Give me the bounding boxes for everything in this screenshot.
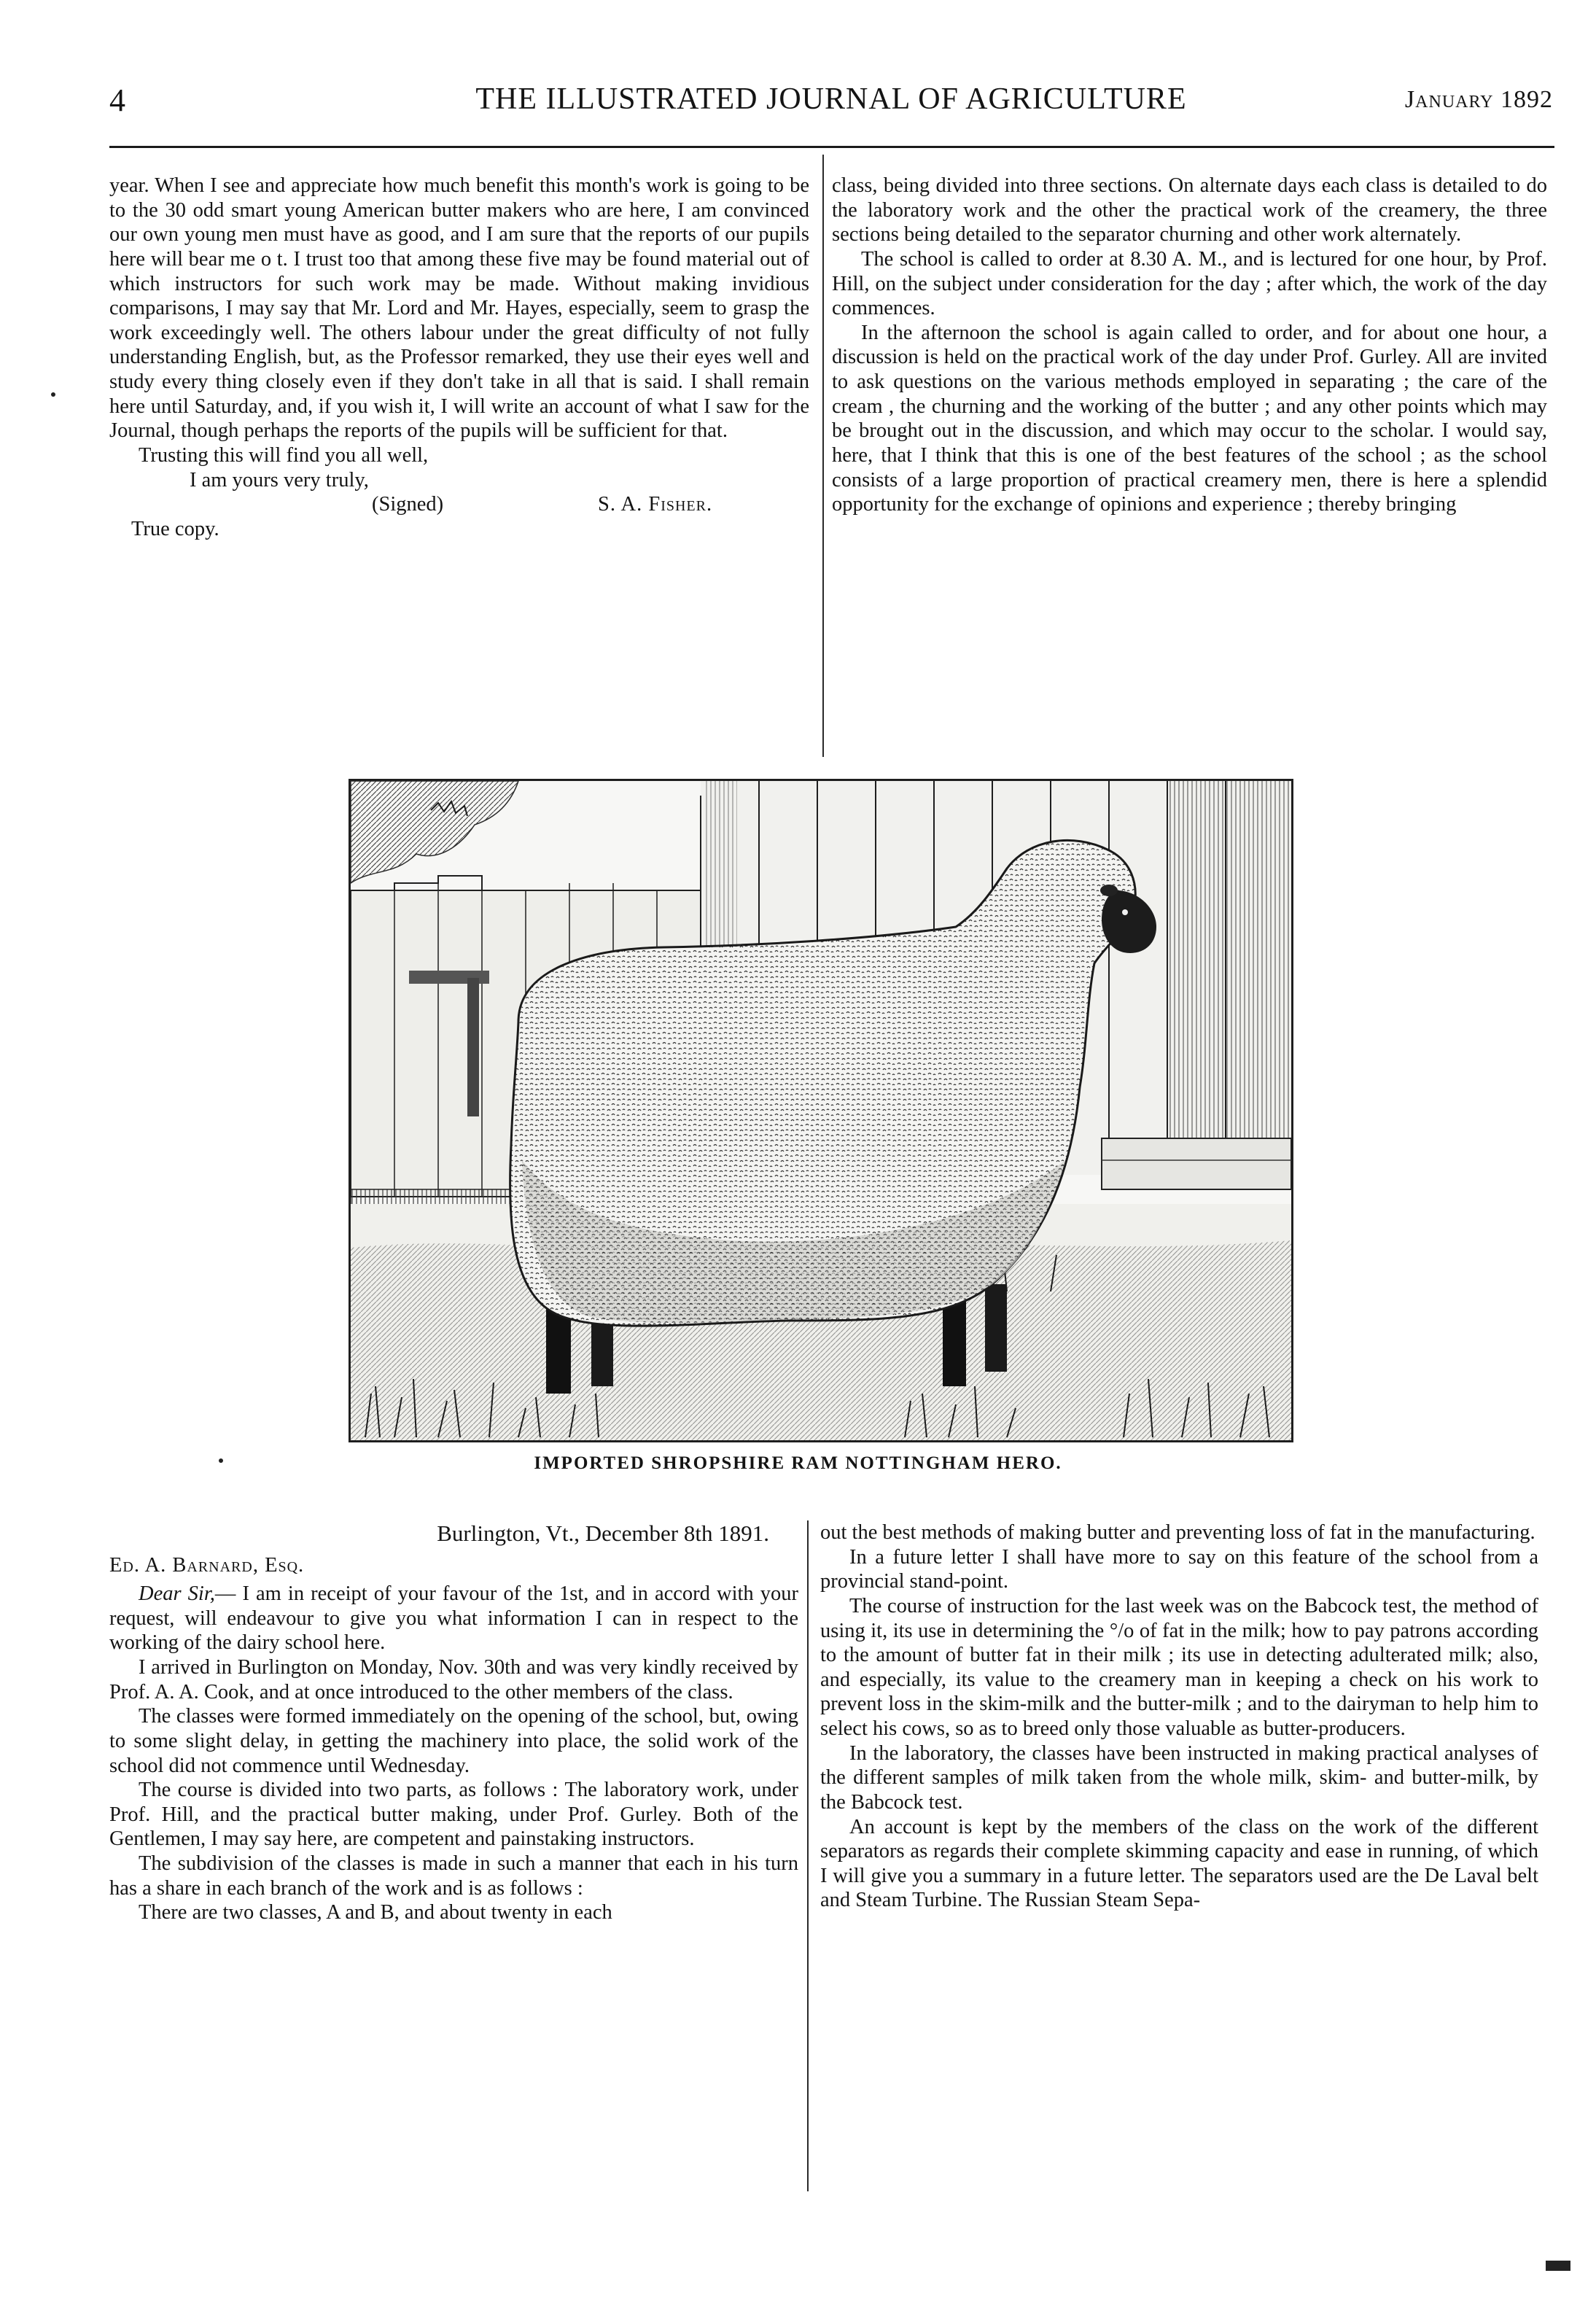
paragraph: The course of instruction for the last week was on the Babcock test, the method of using it, its use in determining the °/o of fat in the milk; how to pay patrons according to the amount of butter fat in their milk ; its use in detecting adulterated milk; also, and especially, its value to the creamery man in keeping a check on his work to prevent loss in the skim-milk and the butter-milk ; and to the dairyman to help him to select his cows, so as to breed only those valuable as butter-producers. [820,1594,1538,1740]
true-copy-note: True copy. [131,518,219,541]
issue-date: January 1892 [1404,86,1553,113]
top-left-column [109,174,809,543]
salutation: Dear Sir, [139,1582,215,1606]
paragraph: In the laboratory, the classes have been instructed in making practical analyses of the different samples of milk taken from the whole milk, skim- and butter-milk, by the Babcock test. [820,1741,1538,1814]
ram-illustration [349,779,1293,1442]
addressee: Ed. A. Barnard, Esq. [109,1553,305,1577]
header-rule [109,146,1554,148]
paragraph: I arrived in Burlington on Monday, Nov. 30th and was very kindly received by Prof. A. A. Cook, and at once introduced to the other members of the class. [109,1656,798,1703]
top-right-column [832,174,1547,517]
scan-speck [219,1458,223,1463]
paragraph: I am yours very truly, [190,468,369,492]
scan-speck [51,392,55,397]
page-number: 4 [109,82,125,118]
paragraph: The school is called to order at 8.30 A. M., and is lectured for one hour, by Prof. Hill, on the subject under consideration for the day ; after which, the work of the day commences. [832,247,1547,320]
paragraph: class, being divided into three sections. On alternate days each class is detailed to do the laboratory work and the other the practical work of the creamery, the three sections being detailed to the separator churning and other work alternately. [832,174,1547,246]
bottom-left-column [109,1520,798,1925]
ram-engraving [351,781,1291,1440]
page-header [109,82,1553,125]
paragraph: The subdivision of the classes is made in such a manner that each in his turn has a share in each branch of the work and is as follows : [109,1852,798,1900]
paragraph: year. When I see and appreciate how much benefit this month's work is going to be to the 30 odd smart young American butter makers who are here, I am convinced our own young men must have as good, and I am sure that the reports of our pupils here will bear me o t. I trust too that among these five may be found material out of which instructors for such work may be made. Without making invidious comparisons, I may say that Mr. Lord and Mr. Hayes, especially, seem to grasp the work exceedingly well. The others labour under the great difficulty of not fully understanding English, but, as the Professor remarked, they use their eyes well and study every thing closely even if they don't take in all that is said. I shall remain here until Saturday, and, if you wish it, I will write an account of what I saw for the Journal, though perhaps the reports of the pupils will be sufficient for that. [109,174,809,443]
paragraph: out the best methods of making butter and preventing loss of fat in the manufacturing. [820,1521,1535,1544]
dateline: Burlington, Vt., December 8th 1891. [437,1520,769,1546]
paragraph: Trusting this will find you all well, [139,443,429,467]
paragraph: There are two classes, A and B, and about twenty in each [139,1901,612,1924]
figure-caption: IMPORTED SHROPSHIRE RAM NOTTINGHAM HERO. [534,1453,1062,1473]
signed-label: (Signed) [372,493,444,516]
column-divider-top [822,155,824,757]
bottom-right-column [820,1520,1538,1913]
column-divider-bottom [807,1520,809,2191]
scan-speck [1546,2261,1570,2271]
signature-line [109,492,809,543]
paragraph: In the afternoon the school is again called to order, and for about one hour, a discussion is held on the practical work of the day under Prof. Gurley. All are invited to ask questions on the various methods employed in separating ; the care of the cream , the churning and the working of the butter ; and any other points which may be brought out in the discussion, and which may occur to the scholar. I would say, here, that I think that this is one of the best features of the school ; as the school consists of a large proportion of practical creamery men, there is here a splendid opportunity for the exchange of opinions and experience ; thereby bringing [832,321,1547,516]
paragraph: — I am in receipt of your favour of the 1st, and in accord with your request, will endeavour to give you what information I can in respect to the working of the dairy school here. [109,1582,798,1655]
journal-title: THE ILLUSTRATED JOURNAL OF AGRICULTURE [475,82,1187,116]
paragraph: The classes were formed immediately on the opening of the school, but, owing to some slight delay, in getting the machinery into place, the solid work of the school did not commence until Wednesday. [109,1705,798,1777]
paragraph: In a future letter I shall have more to say on this feature of the school from a provincial stand-point. [820,1545,1538,1593]
paragraph: An account is kept by the members of the class on the work of the different separators as regards their complete skimming capacity and ease in running, of which I will give you a summary in a future letter. The separators used are the De Laval belt and Steam Turbine. The Russian Steam Sepa- [820,1815,1538,1912]
paragraph: The course is divided into two parts, as follows : The laboratory work, under Prof. Hill, and the practical butter making, under Prof. Gurley. Both of the Gentlemen, I may say here, are competent and painstaking instructors. [109,1779,798,1851]
signer-name: S. A. Fisher. [598,493,713,516]
